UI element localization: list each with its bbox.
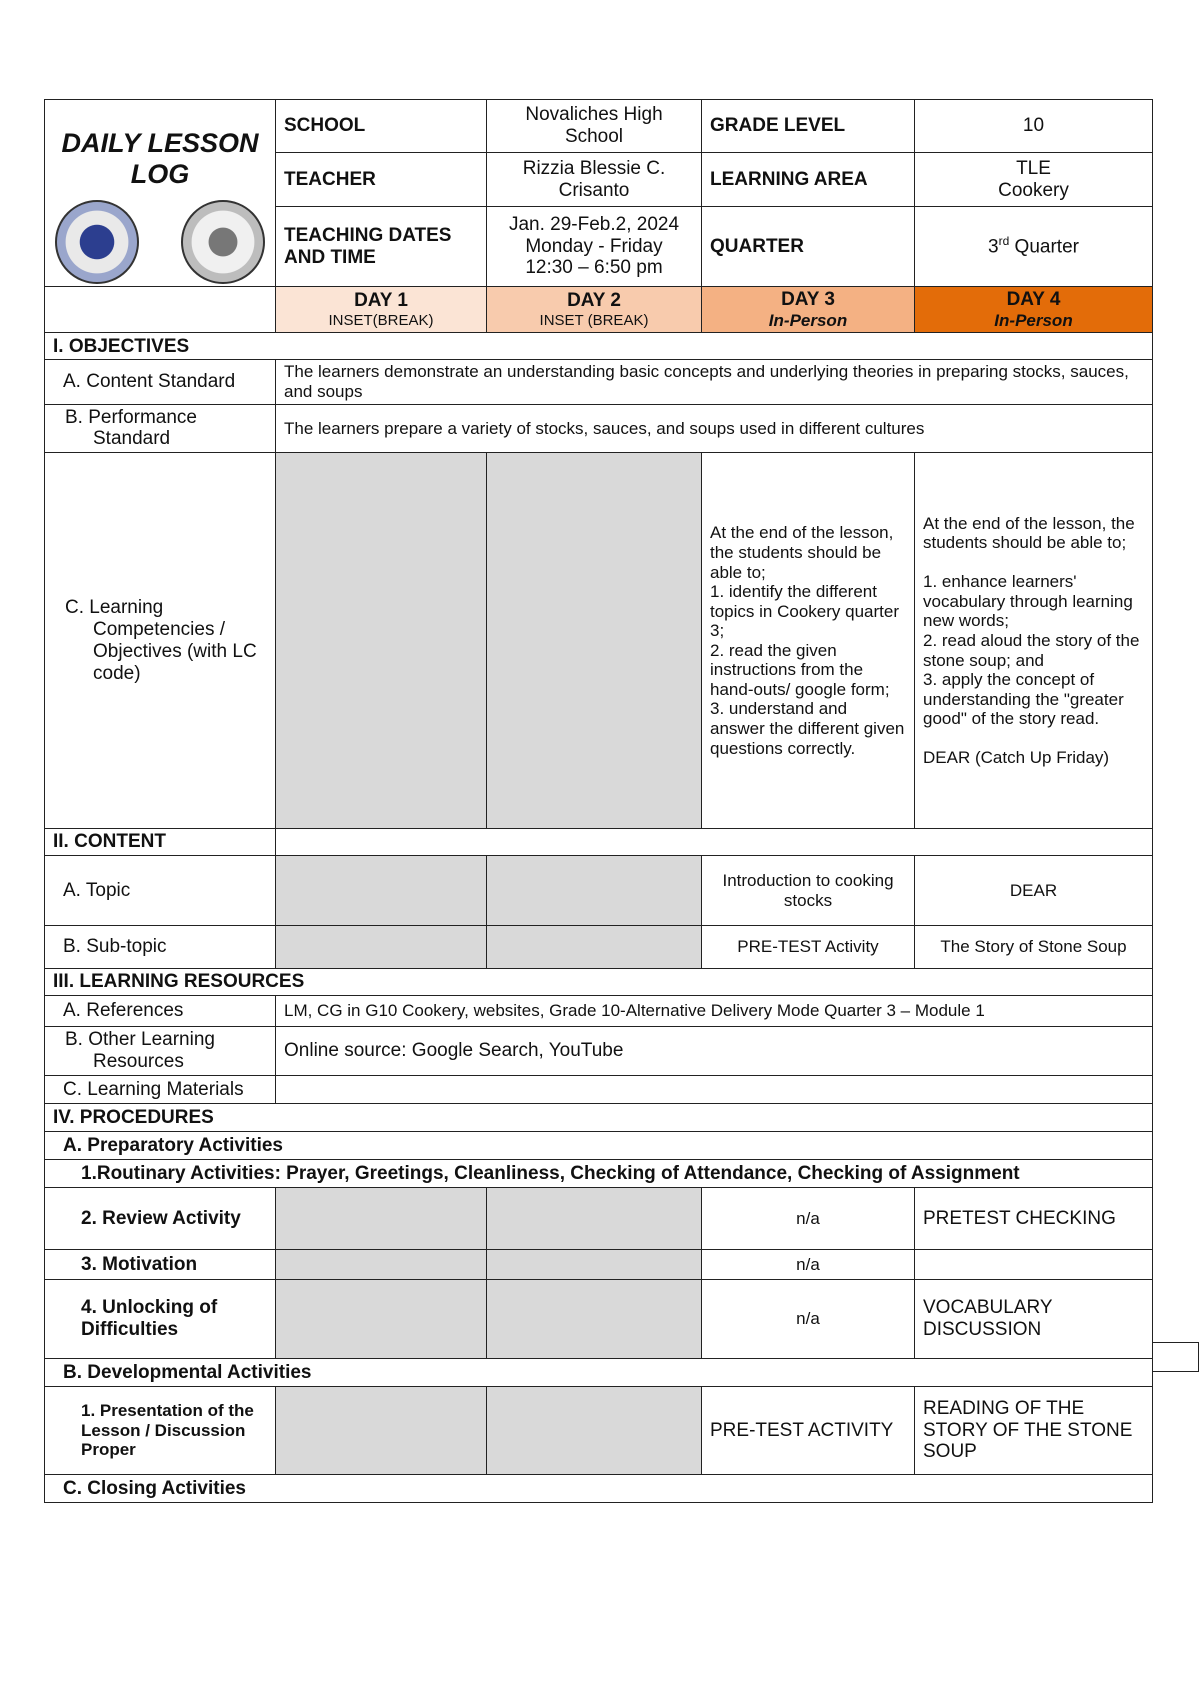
day-4-objectives: At the end of the lesson, the students should be able to; 1. enhance learners' vocabulary through learning new words; 2. read aloud the story of the stone soup; and 3. apply the concept of understanding the "greater good" of the story read. DEAR (Catch Up Friday) [915, 453, 1153, 829]
teacher-value: Rizzia Blessie C. Crisanto [487, 153, 702, 206]
day-3-topic: Introduction to cooking stocks [702, 856, 915, 926]
day-header-blank [45, 287, 276, 333]
presentation-label: 1. Presentation of the Lesson / Discussion Proper [45, 1386, 276, 1474]
preparatory-activities-heading: A. Preparatory Activities [45, 1131, 1153, 1159]
performance-standard-text: The learners prepare a variety of stocks, sauces, and soups used in different cultures [276, 404, 1153, 453]
teacher-label: TEACHER [276, 153, 487, 206]
topic-label: A. Topic [45, 856, 276, 926]
learning-competencies-label: C. Learning Competencies / Objectives (with LC code) [45, 453, 276, 829]
content-heading-blank [276, 829, 1153, 856]
learning-materials-value [276, 1075, 1153, 1103]
day-2-motivation [487, 1249, 702, 1279]
grade-level-label: GRADE LEVEL [702, 100, 915, 153]
day-3-motivation: n/a [702, 1249, 915, 1279]
procedures-heading: IV. PROCEDURES [45, 1103, 1153, 1131]
motivation-label: 3. Motivation [45, 1249, 276, 1279]
day-1-motivation [276, 1249, 487, 1279]
routinary-activities: 1.Routinary Activities: Prayer, Greetings, Cleanliness, Checking of Attendance, Checking of Assignment [45, 1159, 1153, 1187]
day-1-presentation [276, 1386, 487, 1474]
unlocking-difficulties-label: 4. Unlocking of Difficulties [45, 1279, 276, 1358]
day-4-header: DAY 4 In-Person [915, 287, 1153, 333]
daily-lesson-log-table [44, 99, 1153, 1503]
day-4-review: PRETEST CHECKING [915, 1187, 1153, 1249]
other-resources-text: Online source: Google Search, YouTube [276, 1027, 1153, 1076]
day-4-unlocking: VOCABULARY DISCUSSION [915, 1279, 1153, 1358]
day-2-topic [487, 856, 702, 926]
content-standard-text: The learners demonstrate an understanding basic concepts and underlying theories in preparing stocks, sauces, and soups [276, 360, 1153, 404]
references-label: A. References [45, 996, 276, 1027]
content-heading: II. CONTENT [45, 829, 276, 856]
objectives-heading: I. OBJECTIVES [45, 333, 1153, 360]
day-2-presentation [487, 1386, 702, 1474]
day-3-header: DAY 3 In-Person [702, 287, 915, 333]
day-1-review [276, 1187, 487, 1249]
learning-area-value: TLE Cookery [915, 153, 1153, 206]
day-2-review [487, 1187, 702, 1249]
day-3-objectives: At the end of the lesson, the students should be able to; 1. identify the different topics in Cookery quarter 3; 2. read the given instructions from the hand-outs/ google form; 3. understand and answer the different given questions correctly. [702, 453, 915, 829]
day-3-presentation: PRE-TEST ACTIVITY [702, 1386, 915, 1474]
day-1-objectives [276, 453, 487, 829]
teaching-dates-value: Jan. 29-Feb.2, 2024 Monday - Friday 12:30 – 6:50 pm [487, 206, 702, 286]
closing-activities-heading: C. Closing Activities [45, 1474, 1153, 1502]
page-title: DAILY LESSON LOG [61, 128, 259, 190]
day-4-motivation [915, 1249, 1153, 1279]
developmental-activities-heading: B. Developmental Activities [45, 1358, 1153, 1386]
quarter-label: QUARTER [702, 206, 915, 286]
day-1-topic [276, 856, 487, 926]
performance-standard-label: B. Performance Standard [45, 404, 276, 453]
day-2-objectives [487, 453, 702, 829]
day-1-header: DAY 1 INSET(BREAK) [276, 287, 487, 333]
day-1-subtopic [276, 926, 487, 969]
references-text: LM, CG in G10 Cookery, websites, Grade 10-Alternative Delivery Mode Quarter 3 – Module 1 [276, 996, 1153, 1027]
day-2-subtopic [487, 926, 702, 969]
day-4-presentation: READING OF THE STORY OF THE STONE SOUP [915, 1386, 1153, 1474]
day-4-subtopic: The Story of Stone Soup [915, 926, 1153, 969]
school-seal-icon [181, 200, 265, 284]
school-value: Novaliches High School [487, 100, 702, 153]
other-resources-label: B. Other Learning Resources [45, 1027, 276, 1076]
subtopic-label: B. Sub-topic [45, 926, 276, 969]
day-3-review: n/a [702, 1187, 915, 1249]
learning-area-label: LEARNING AREA [702, 153, 915, 206]
learning-resources-heading: III. LEARNING RESOURCES [45, 969, 1153, 996]
content-standard-label: A. Content Standard [45, 360, 276, 404]
grade-level-value: 10 [915, 100, 1153, 153]
day-4-topic: DEAR [915, 856, 1153, 926]
learning-materials-label: C. Learning Materials [45, 1075, 276, 1103]
school-label: SCHOOL [276, 100, 487, 153]
title-cell [45, 100, 276, 287]
teaching-dates-label: TEACHING DATES AND TIME [276, 206, 487, 286]
day-3-unlocking: n/a [702, 1279, 915, 1358]
review-activity-label: 2. Review Activity [45, 1187, 276, 1249]
day-1-unlocking [276, 1279, 487, 1358]
day-3-subtopic: PRE-TEST Activity [702, 926, 915, 969]
stray-cell-border [1152, 1342, 1199, 1372]
quarter-value: 3rd Quarter [915, 206, 1153, 286]
day-2-unlocking [487, 1279, 702, 1358]
day-2-header: DAY 2 INSET (BREAK) [487, 287, 702, 333]
deped-seal-icon [55, 200, 139, 284]
